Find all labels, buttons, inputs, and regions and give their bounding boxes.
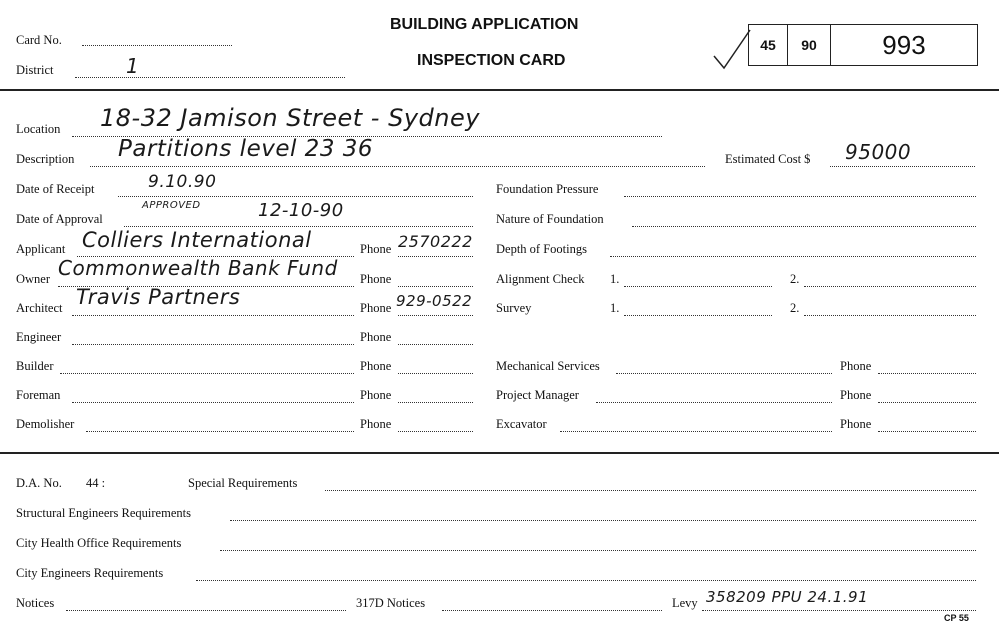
mechanical-phone-label: Phone (840, 359, 872, 373)
engineer-phone-field[interactable] (398, 344, 473, 345)
district-value: 1 (126, 54, 140, 78)
district-field[interactable] (75, 77, 345, 78)
applicant-phone-field[interactable] (398, 256, 473, 257)
excavator-phone-field[interactable] (878, 431, 976, 432)
estimated-cost-value: 95000 (845, 140, 912, 164)
builder-label: Builder (16, 359, 54, 373)
architect-label: Architect (16, 301, 63, 315)
architect-value: Travis Partners (76, 285, 241, 309)
demolisher-phone-label: Phone (360, 417, 392, 431)
foundation-pressure-field[interactable] (624, 196, 976, 197)
special-req-field[interactable] (325, 490, 976, 491)
notices-field[interactable] (66, 610, 346, 611)
depth-footings-field[interactable] (610, 256, 976, 257)
levy-value: 358209 PPU 24.1.91 (706, 588, 869, 606)
architect-phone-field[interactable] (398, 315, 473, 316)
architect-field[interactable] (72, 315, 354, 316)
date-receipt-value: 9.10.90 (148, 172, 217, 192)
engineer-field[interactable] (72, 344, 354, 345)
title-line-2: INSPECTION CARD (417, 52, 566, 69)
da-no-label: D.A. No. (16, 476, 62, 490)
survey-label: Survey (496, 301, 532, 315)
location-label: Location (16, 122, 61, 136)
nature-foundation-label: Nature of Foundation (496, 212, 604, 226)
survey-num-1: 1. (610, 301, 620, 315)
box-90: 90 (787, 24, 831, 66)
alignment-num-1: 1. (610, 272, 620, 286)
date-approval-label: Date of Approval (16, 212, 103, 226)
engineer-label: Engineer (16, 330, 62, 344)
da-no-value: 44 : (86, 476, 106, 490)
project-manager-phone-label: Phone (840, 388, 872, 402)
alignment-field-1[interactable] (624, 286, 772, 287)
foundation-pressure-label: Foundation Pressure (496, 182, 599, 196)
project-manager-label: Project Manager (496, 388, 579, 402)
notices-label: Notices (16, 596, 55, 610)
estimated-cost-field[interactable] (830, 166, 975, 167)
estimated-cost-label: Estimated Cost $ (725, 152, 811, 166)
district-label: District (16, 63, 54, 77)
structural-field[interactable] (230, 520, 976, 521)
builder-field[interactable] (60, 373, 354, 374)
description-label: Description (16, 152, 75, 166)
owner-value: Commonwealth Bank Fund (58, 256, 338, 280)
levy-field[interactable] (702, 610, 976, 611)
survey-num-2: 2. (790, 301, 800, 315)
mechanical-label: Mechanical Services (496, 359, 600, 373)
mechanical-phone-field[interactable] (878, 373, 976, 374)
depth-footings-label: Depth of Footings (496, 242, 587, 256)
builder-phone-field[interactable] (398, 373, 473, 374)
nature-foundation-field[interactable] (632, 226, 976, 227)
health-label: City Health Office Requirements (16, 536, 182, 550)
title-line-1: BUILDING APPLICATION (390, 16, 579, 33)
owner-phone-label: Phone (360, 272, 392, 286)
card-no-field[interactable] (82, 45, 232, 46)
date-approval-field[interactable] (124, 226, 473, 227)
box-993: 993 (830, 24, 978, 66)
form-code: CP 55 (944, 613, 969, 623)
foreman-phone-label: Phone (360, 388, 392, 402)
engineer-phone-label: Phone (360, 330, 392, 344)
applicant-label: Applicant (16, 242, 66, 256)
header-divider (0, 89, 999, 91)
excavator-field[interactable] (560, 431, 832, 432)
owner-label: Owner (16, 272, 51, 286)
approved-stamp: APPROVED (142, 200, 201, 211)
alignment-check-label: Alignment Check (496, 272, 585, 286)
project-manager-phone-field[interactable] (878, 402, 976, 403)
survey-field-2[interactable] (804, 315, 976, 316)
excavator-phone-label: Phone (840, 417, 872, 431)
alignment-num-2: 2. (790, 272, 800, 286)
owner-phone-field[interactable] (398, 286, 473, 287)
description-value: Partitions level 23 36 (118, 136, 374, 162)
levy-label: Levy (672, 596, 698, 610)
demolisher-phone-field[interactable] (398, 431, 473, 432)
applicant-phone-value: 2570222 (398, 232, 473, 251)
architect-phone-value: 929-0522 (396, 292, 473, 310)
date-approval-value: 12-10-90 (258, 200, 344, 221)
applicant-phone-label: Phone (360, 242, 392, 256)
alignment-field-2[interactable] (804, 286, 976, 287)
foreman-phone-field[interactable] (398, 402, 473, 403)
location-value: 18-32 Jamison Street - Sydney (100, 104, 480, 132)
demolisher-label: Demolisher (16, 417, 75, 431)
city-eng-field[interactable] (196, 580, 976, 581)
foreman-label: Foreman (16, 388, 61, 402)
builder-phone-label: Phone (360, 359, 392, 373)
project-manager-field[interactable] (596, 402, 832, 403)
date-receipt-label: Date of Receipt (16, 182, 95, 196)
foreman-field[interactable] (72, 402, 354, 403)
notices-317-field[interactable] (442, 610, 662, 611)
applicant-value: Colliers International (82, 228, 312, 252)
demolisher-field[interactable] (86, 431, 354, 432)
health-field[interactable] (220, 550, 976, 551)
notices-317-label: 317D Notices (356, 596, 426, 610)
check-mark-icon (712, 26, 752, 72)
architect-phone-label: Phone (360, 301, 392, 315)
city-eng-label: City Engineers Requirements (16, 566, 164, 580)
special-req-label: Special Requirements (188, 476, 298, 490)
excavator-label: Excavator (496, 417, 547, 431)
description-field[interactable] (90, 166, 705, 167)
survey-field-1[interactable] (624, 315, 772, 316)
structural-label: Structural Engineers Requirements (16, 506, 191, 520)
card-no-label: Card No. (16, 33, 62, 47)
mechanical-field[interactable] (616, 373, 832, 374)
date-receipt-field[interactable] (118, 196, 473, 197)
section-divider (0, 452, 999, 454)
box-45: 45 (748, 24, 788, 66)
